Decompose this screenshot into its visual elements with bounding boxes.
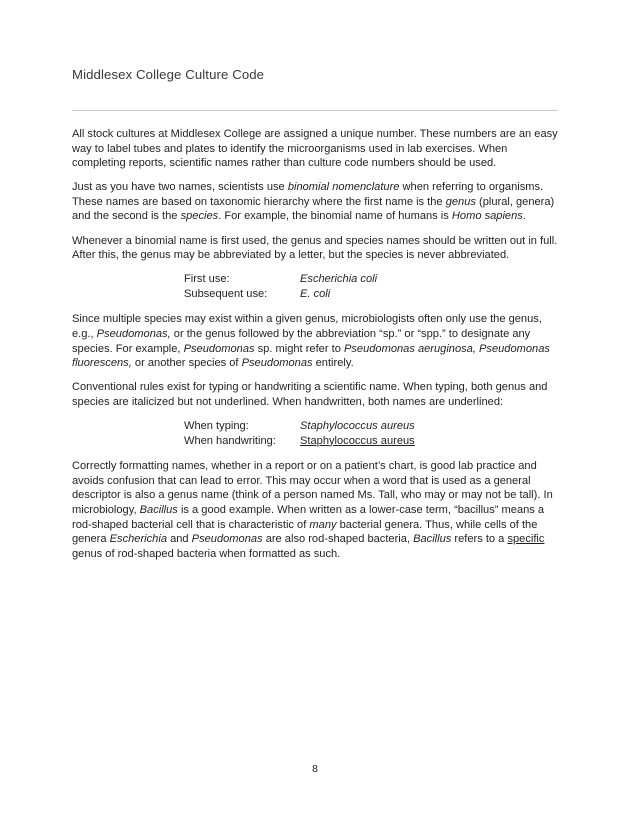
emphasis-bacillus: Bacillus <box>139 503 178 516</box>
text-run: entirely. <box>312 357 354 370</box>
text-run: genus of rod-shaped bacteria when formatted as such. <box>72 547 341 560</box>
title-divider <box>72 110 558 111</box>
emphasis-species: species <box>180 210 219 223</box>
text-run: or another species of <box>131 357 242 370</box>
example-value: E. coli <box>300 287 331 300</box>
paragraph-typing-handwriting-rule-text: Conventional rules exist for typing or handwriting a scientific name. When typing, both genus and species are italicized but not underlined. When handwritten, both names are underlined: <box>72 381 548 408</box>
text-run: . For example, the binomial name of humans is <box>218 210 452 223</box>
paragraph-first-use-rule-text: Whenever a binomial name is first used, the genus and species names should be written out in full. After this, the genus may be abbreviated by a letter, but the species is never abbreviated. <box>72 234 558 262</box>
paragraph-intro <box>72 127 558 171</box>
emphasis-pseudomonas: Pseudomonas <box>183 342 255 355</box>
example-row <box>72 272 558 287</box>
text-run: sp. might refer to <box>254 342 344 355</box>
document-body <box>72 127 558 561</box>
emphasis-escherichia: Escherichia <box>109 533 167 546</box>
example-block-staph <box>72 419 558 448</box>
text-run: Correctly formatting names, whether in a report or on a patient’s chart, is good lab practice and avoids confusion that can lead to error. This may occur when a word that is used as a general descriptor is also a genus name (think of a person named Ms. Tall, who may or may not be tall). In microbiology, <box>72 460 553 516</box>
document-content <box>72 66 558 561</box>
text-run: (plural, genera) and the second is the <box>72 195 555 223</box>
paragraph-binomial <box>72 180 558 224</box>
example-value: Escherichia coli <box>300 273 378 286</box>
emphasis-pseudomonas-species: Pseudomonas aeruginosa, Pseudomonas fluorescens, <box>72 342 550 370</box>
example-block-ecoli <box>72 272 558 301</box>
example-row <box>72 287 558 302</box>
example-label: Subsequent use: <box>184 287 268 300</box>
example-row <box>72 419 558 434</box>
emphasis-binomial-nomenclature: binomial nomenclature <box>287 181 400 194</box>
emphasis-genus: genus <box>445 195 476 208</box>
emphasis-many: many <box>309 518 337 531</box>
paragraph-intro-text: All stock cultures at Middlesex College are assigned a unique number. These numbers are an easy way to label tubes and plates to identify the microorganisms used in lab exercises. When completing reports, scientific names rather than culture code numbers should be used. <box>72 128 558 170</box>
example-label: First use: <box>184 273 230 286</box>
underline-specific: specific <box>507 533 545 546</box>
example-label: When typing: <box>184 420 249 432</box>
text-run: . <box>522 210 526 223</box>
paragraph-first-use-rule <box>72 234 558 263</box>
text-run: Since multiple species may exist within a given genus, microbiologists often only use the genus, e.g., <box>72 313 542 341</box>
text-run: Just as you have two names, scientists use <box>72 181 288 194</box>
paragraph-typing-handwriting-rule <box>72 380 558 409</box>
emphasis-homo-sapiens: Homo sapiens <box>451 210 523 223</box>
text-run: when referring to organisms. These names are based on taxonomic hierarchy where the first name is the <box>72 181 544 208</box>
page-number: 8 <box>312 764 318 775</box>
emphasis-bacillus: Bacillus <box>413 533 452 546</box>
text-run: or the genus followed by the abbreviation “sp.” or “spp.” to designate any species. For example, <box>72 328 531 355</box>
example-row <box>72 434 558 449</box>
page-title: Middlesex College Culture Code <box>72 67 265 82</box>
text-run: is a good example. When written as a lower-case term, “bacillus” means a rod-shaped bacterial cell that is characteristic of <box>72 503 545 531</box>
example-value: Staphylococcus aureus <box>300 434 415 447</box>
example-value: Staphylococcus aureus <box>300 420 415 432</box>
emphasis-pseudomonas: Pseudomonas <box>191 533 263 546</box>
example-label: When handwriting: <box>184 434 276 447</box>
text-run: bacterial genera. Thus, while cells of the genera <box>72 518 538 546</box>
paragraph-formatting-importance <box>72 459 558 561</box>
text-run: refers to a <box>451 533 508 546</box>
text-run: and <box>166 533 192 546</box>
text-run: are also rod-shaped bacteria, <box>262 533 414 546</box>
paragraph-genus-abbreviation <box>72 312 558 370</box>
emphasis-pseudomonas: Pseudomonas <box>241 357 313 370</box>
emphasis-pseudomonas: Pseudomonas, <box>96 328 171 341</box>
